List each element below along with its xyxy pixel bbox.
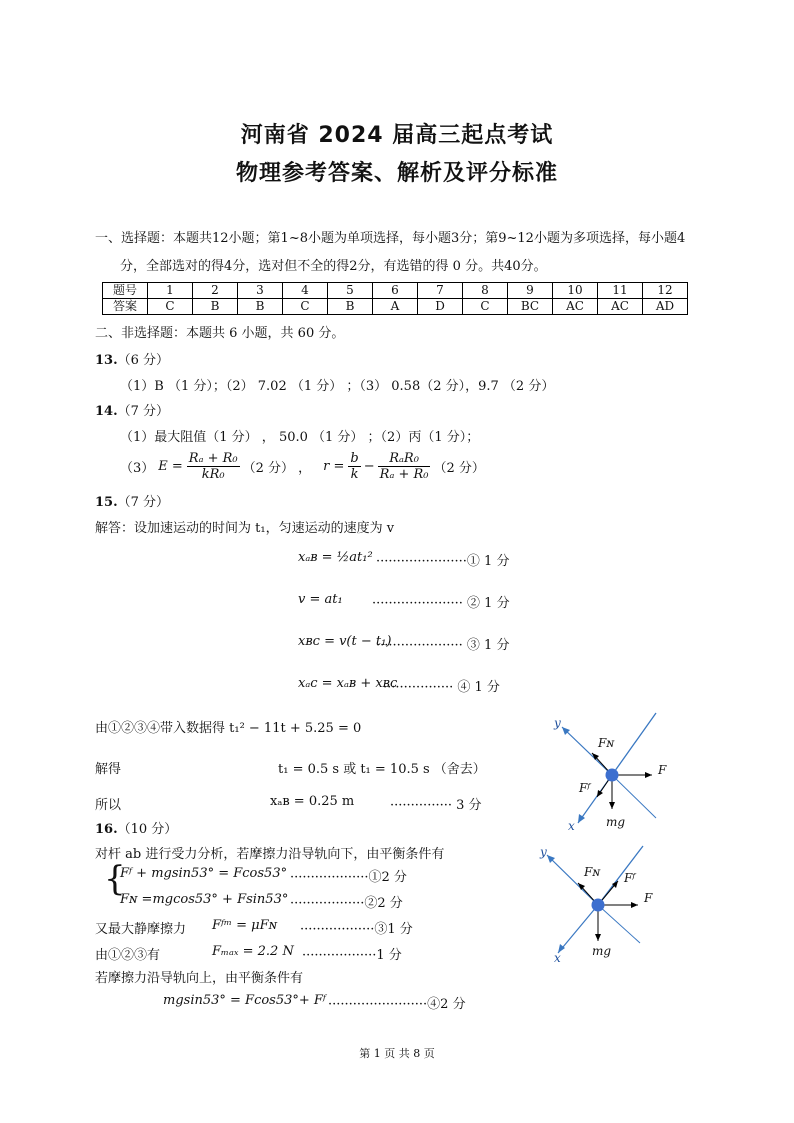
equation-system-brace: { bbox=[104, 859, 126, 899]
q16-fmax-score: ··················1 分 bbox=[302, 948, 402, 963]
q14-E-score: （2 分） ， bbox=[242, 460, 312, 476]
rail-lower-line bbox=[612, 775, 656, 818]
q15-score: （7 分） bbox=[117, 495, 170, 510]
table-cell-number: 12 bbox=[643, 283, 688, 299]
title-line-1: 河南省 2024 届高三起点考试 bbox=[240, 123, 554, 148]
q15-therefore-label: 所以 bbox=[95, 798, 122, 813]
q15-eq1: xₐʙ = ½at₁² bbox=[298, 550, 373, 565]
q15-eq4-score: ················· ④ 1 分 bbox=[383, 680, 500, 695]
q15-eq2: v = at₁ bbox=[298, 592, 343, 607]
q14-r-denominator: Rₐ + R₀ bbox=[379, 466, 429, 482]
q13-answer-line: （1）B （1 分）；（2） 7.02 （1 分） ；（3） 0.58（2 分），9.7 （2 分） bbox=[120, 379, 555, 394]
q16-number: 16. bbox=[95, 822, 118, 837]
q14-r-fraction-bk bbox=[348, 451, 360, 482]
table-cell-number: 2 bbox=[193, 283, 238, 299]
q15-solve-label: 解得 bbox=[95, 762, 122, 777]
q16-fmax-result: Fₘₐₓ = 2.2 N bbox=[212, 944, 294, 959]
table-cell-answer: B bbox=[328, 299, 373, 315]
q13-header bbox=[95, 349, 169, 368]
q14-answer-line2 bbox=[120, 446, 485, 486]
fig2-Ff-label: Fᶠ bbox=[624, 871, 636, 885]
force-diagram-2 bbox=[530, 838, 670, 968]
q15-eq4: xₐᴄ = xₐʙ + xʙᴄ bbox=[298, 676, 398, 691]
q16-max-friction-score: ··················③1 分 bbox=[300, 922, 413, 937]
fig1-F-label: F bbox=[658, 763, 667, 777]
y-axis-line bbox=[547, 855, 598, 905]
q16-header bbox=[95, 818, 177, 837]
q14-part3-label: （3） bbox=[120, 460, 155, 476]
table-cell-answer: AD bbox=[643, 299, 688, 315]
fig1-FN-label: Fɴ bbox=[598, 736, 615, 750]
answer-table-number-row bbox=[103, 283, 688, 299]
q16-case2-intro: 若摩擦力沿导轨向上，由平衡条件有 bbox=[95, 971, 304, 986]
q14-E-numerator: Rₐ + R₀ bbox=[188, 450, 238, 466]
fig1-mg-label: mg bbox=[606, 815, 626, 829]
table-cell-number: 11 bbox=[598, 283, 643, 299]
title-line-2: 物理参考答案、解析及评分标准 bbox=[235, 161, 558, 186]
table-cell-number: 9 bbox=[508, 283, 553, 299]
gravity-arrow-head-icon bbox=[595, 934, 601, 941]
table-cell-number: 8 bbox=[463, 283, 508, 299]
q14-r-score: （2 分） bbox=[433, 460, 485, 476]
table-cell-answer: AC bbox=[553, 299, 598, 315]
q14-r-minus: − bbox=[363, 458, 375, 474]
answer-table-answer-row bbox=[103, 299, 688, 315]
q16-system-eq2: Fɴ =mgcos53° + Fsin53° bbox=[120, 892, 289, 907]
fig2-x-label: x bbox=[554, 951, 561, 965]
q16-combine-label: 由①②③有 bbox=[95, 948, 161, 963]
answer-table bbox=[102, 282, 688, 315]
q16-system-eq1: Fᶠ + mgsin53° = Fcos53° bbox=[120, 866, 288, 881]
q14-r-b: b bbox=[350, 450, 359, 466]
fig2-y-label: y bbox=[540, 845, 547, 859]
table-cell-number: 5 bbox=[328, 283, 373, 299]
q16-max-friction-label: 又最大静摩擦力 bbox=[95, 922, 187, 937]
q14-E-fraction bbox=[187, 451, 240, 482]
table-cell-answer: C bbox=[148, 299, 193, 315]
q16-eq4: mgsin53° = Fcos53°+ Fᶠ bbox=[163, 993, 326, 1008]
rod-cross-section-dot bbox=[592, 899, 605, 912]
fig1-x-label: x bbox=[568, 819, 575, 833]
q14-r-k: k bbox=[350, 466, 359, 482]
q15-solve-result: t₁ = 0.5 s 或 t₁ = 10.5 s （舍去） bbox=[278, 762, 486, 777]
q15-number: 15. bbox=[95, 495, 118, 510]
table-cell-answer: C bbox=[283, 299, 328, 315]
applied-force-arrow-head-icon bbox=[631, 902, 638, 908]
table-cell-answer: A bbox=[373, 299, 418, 315]
section1-instructions-line2: 分，全部选对的得4分，选对但不全的得2分，有选错的得 0 分。共40分。 bbox=[120, 259, 547, 274]
q15-header bbox=[95, 491, 169, 510]
fig2-FN-label: Fɴ bbox=[584, 865, 601, 879]
q15-quadratic: 由①②③④带入数据得 t₁² − 11t + 5.25 = 0 bbox=[95, 721, 362, 736]
q15-intro: 解答：设加速运动的时间为 t₁，匀速运动的速度为 v bbox=[95, 521, 395, 536]
q15-eq3-score: ····················· ③ 1 分 bbox=[376, 638, 510, 653]
q14-r-numerator: RₐR₀ bbox=[378, 451, 431, 467]
q15-final-score: ··············· 3 分 bbox=[390, 798, 482, 813]
q14-r-fraction bbox=[378, 451, 431, 482]
q16-eq4-score: ························④2 分 bbox=[328, 997, 466, 1012]
table-cell-number: 1 bbox=[148, 283, 193, 299]
q14-E-denominator: kR₀ bbox=[201, 466, 225, 482]
q13-number: 13. bbox=[95, 353, 118, 368]
q14-header bbox=[95, 400, 169, 419]
table-cell-number: 6 bbox=[373, 283, 418, 299]
table-cell-number: 7 bbox=[418, 283, 463, 299]
q14-score: （7 分） bbox=[117, 404, 170, 419]
gravity-arrow-head-icon bbox=[609, 802, 615, 809]
q15-final-answer: xₐʙ = 0.25 m bbox=[270, 794, 355, 809]
q14-number: 14. bbox=[95, 404, 118, 419]
q15-eq2-score: ······················ ② 1 分 bbox=[372, 596, 510, 611]
table-cell-answer: D bbox=[418, 299, 463, 315]
q14-answer-line1: （1）最大阻值（1 分） ， 50.0 （1 分） ；（2）丙（1 分）； bbox=[120, 430, 480, 445]
q16-max-friction-eq: Fᶠᵐ = μFɴ bbox=[212, 918, 278, 933]
q14-E-lhs: E = bbox=[158, 458, 183, 474]
q16-system-eq2-score: ··················②2 分 bbox=[290, 896, 403, 911]
q15-eq3: xʙᴄ = v(t − t₁) bbox=[298, 634, 392, 649]
fig1-Ff-label: Fᶠ bbox=[579, 781, 591, 795]
applied-force-arrow-head-icon bbox=[645, 772, 652, 778]
force-diagram-1 bbox=[540, 705, 680, 835]
table-cell-number: 10 bbox=[553, 283, 598, 299]
q14-r-lhs: r = bbox=[323, 458, 345, 474]
page-footer: 第 1 页 共 8 页 bbox=[359, 1047, 435, 1060]
incline-rail-line bbox=[612, 713, 656, 775]
q16-score: （10 分） bbox=[117, 822, 178, 837]
q16-intro: 对杆 ab 进行受力分析，若摩擦力沿导轨向下，由平衡条件有 bbox=[95, 847, 445, 862]
rail-lower-line bbox=[598, 905, 640, 943]
table-cell-answer: B bbox=[193, 299, 238, 315]
y-axis-line bbox=[562, 727, 612, 775]
fig2-mg-label: mg bbox=[592, 944, 612, 958]
table-cell-answer: C bbox=[463, 299, 508, 315]
table-header-answer: 答案 bbox=[103, 299, 148, 315]
q15-eq1-score: ······················① 1 分 bbox=[376, 554, 510, 569]
table-cell-answer: BC bbox=[508, 299, 553, 315]
q16-system-eq1-score: ···················①2 分 bbox=[290, 870, 407, 885]
section1-instructions-line1: 一、选择题：本题共12小题；第1~8小题为单项选择，每小题3分；第9~12小题为多项选择，每小题4 bbox=[95, 231, 686, 246]
fig1-y-label: y bbox=[554, 716, 561, 730]
fig2-F-label: F bbox=[644, 891, 653, 905]
section2-instructions: 二、非选择题：本题共 6 小题，共 60 分。 bbox=[95, 326, 345, 341]
rod-cross-section-dot bbox=[606, 769, 619, 782]
q13-score: （6 分） bbox=[117, 353, 170, 368]
table-cell-number: 4 bbox=[283, 283, 328, 299]
table-header-number: 题号 bbox=[103, 283, 148, 299]
table-cell-answer: B bbox=[238, 299, 283, 315]
table-cell-number: 3 bbox=[238, 283, 283, 299]
table-cell-answer: AC bbox=[598, 299, 643, 315]
